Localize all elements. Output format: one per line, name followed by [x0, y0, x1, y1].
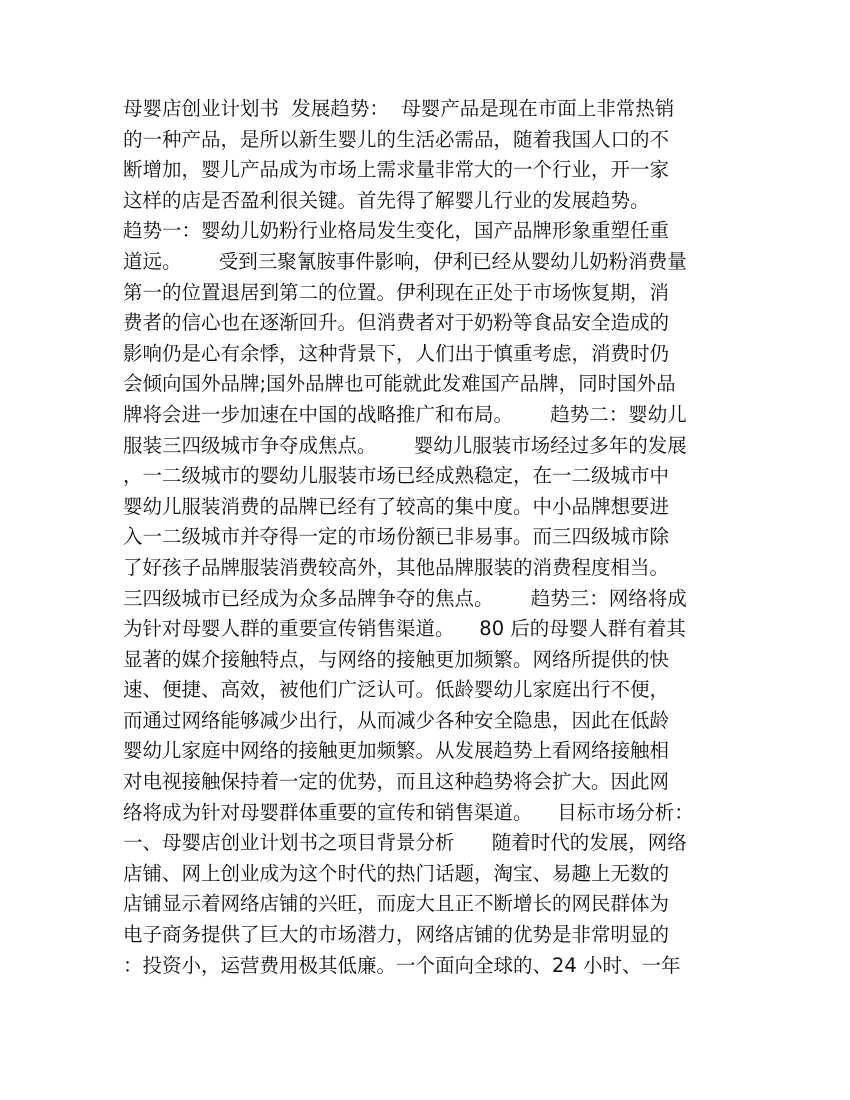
- text-line: 母婴店创业计划书 发展趋势： 母婴产品是现在市面上非常热销: [123, 97, 675, 120]
- text-line: 店铺、网上创业成为这个时代的热门话题，淘宝、易趣上无数的: [123, 861, 670, 885]
- text-line: 的一种产品，是所以新生婴儿的生活必需品，随着我国人口的不: [123, 127, 670, 151]
- text-line: 速、便捷、高效，被他们广泛认可。低龄婴幼儿家庭出行不便，: [123, 678, 670, 702]
- text-line: 三四级城市已经成为众多品牌争夺的焦点。 趋势三：网络将成: [123, 586, 687, 610]
- text-line: 店铺显示着网络店铺的兴旺，而庞大且正不断增长的网民群体为: [123, 892, 670, 916]
- text-line: ：投资小，运营费用极其低廉。一个面向全球的、24 小时、一年: [123, 953, 681, 977]
- text-line: 显著的媒介接触特点，与网络的接触更加频繁。网络所提供的快: [123, 647, 670, 671]
- text-line: ，一二级城市的婴幼儿服装市场已经成熟稳定，在一二级城市中: [123, 464, 670, 488]
- text-line: 这样的店是否盈利很关键。首先得了解婴儿行业的发展趋势。: [123, 188, 650, 212]
- text-line: 电子商务提供了巨大的市场潜力，网络店铺的优势是非常明显的: [123, 923, 670, 947]
- text-line: 对电视接触保持着一定的优势，而且这种趋势将会扩大。因此网: [123, 770, 670, 794]
- text-line: 道远。 受到三聚氰胺事件影响，伊利已经从婴幼儿奶粉消费量: [123, 249, 687, 273]
- text-line: 婴幼儿服装消费的品牌已经有了较高的集中度。中小品牌想要进: [123, 494, 670, 518]
- text-line: 络将成为针对母婴群体重要的宣传和销售渠道。 目标市场分析：: [123, 800, 694, 824]
- text-line: 而通过网络能够减少出行，从而减少各种安全隐患，因此在低龄: [123, 708, 670, 732]
- text-line: 服装三四级城市争夺成焦点。 婴幼儿服装市场经过多年的发展: [123, 433, 687, 457]
- text-line: 影响仍是心有余悸，这种背景下，人们出于慎重考虑，消费时仍: [123, 341, 670, 365]
- text-line: 会倾向国外品牌;国外品牌也可能就此发难国产品牌，同时国外品: [123, 372, 676, 396]
- body-text: [123, 94, 723, 981]
- text-line: 为针对母婴人群的重要宣传销售渠道。 80 后的母婴人群有着其: [123, 617, 686, 641]
- text-line: 费者的信心也在逐渐回升。但消费者对于奶粉等食品安全造成的: [123, 311, 670, 335]
- text-line: 牌将会进一步加速在中国的战略推广和布局。 趋势二：婴幼儿: [123, 402, 687, 426]
- text-line: 趋势一：婴幼儿奶粉行业格局发生变化，国产品牌形象重塑任重: [123, 219, 670, 243]
- text-line: 了好孩子品牌服装消费较高外，其他品牌服装的消费程度相当。: [123, 555, 670, 579]
- text-line: 入一二级城市并夺得一定的市场份额已非易事。而三四级城市除: [123, 525, 670, 549]
- text-line: 断增加，婴儿产品成为市场上需求量非常大的一个行业，开一家: [123, 158, 670, 182]
- text-line: 第一的位置退居到第二的位置。伊利现在正处于市场恢复期，消: [123, 280, 670, 304]
- text-line: 一、母婴店创业计划书之项目背景分析 随着时代的发展，网络: [123, 831, 687, 855]
- text-line: 婴幼儿家庭中网络的接触更加频繁。从发展趋势上看网络接触相: [123, 739, 670, 763]
